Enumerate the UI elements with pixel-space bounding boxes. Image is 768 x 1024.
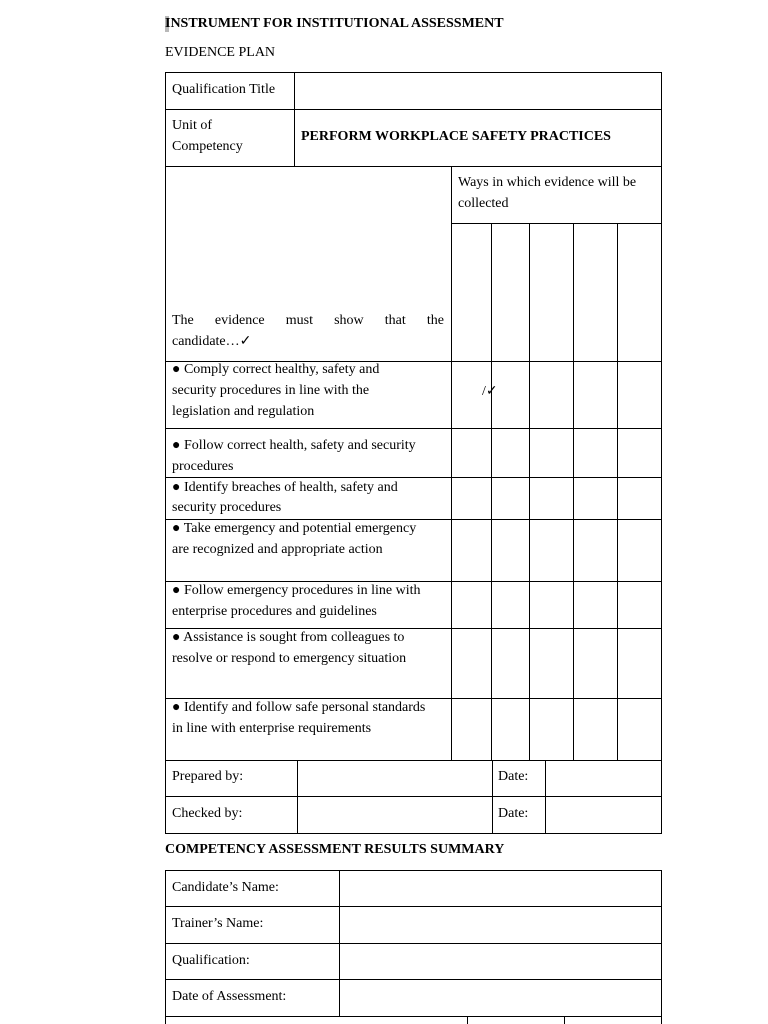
criterion-6-line1: ● Assistance is sought from colleagues to [172,630,405,645]
evidence-intro-line2: candidate…✓ [172,334,252,349]
criterion-1-line3: legislation and regulation [172,404,315,419]
candidate-name-label: Candidate’s Name: [172,880,279,895]
intro-word: show [334,313,364,328]
criterion-1-line2: security procedures in line with the [172,383,370,398]
criterion-5-line1: ● Follow emergency procedures in line with [172,583,421,598]
criterion-4-line1: ● Take emergency and potential emergency [172,521,417,536]
date-of-assessment-label: Date of Assessment: [172,989,287,1004]
intro-word: evidence [214,313,265,328]
ways-header-line1: Ways in which evidence will be [458,175,637,190]
intro-word: the [426,313,444,328]
criterion-4-line2: are recognized and appropriate action [172,542,383,557]
criterion-7-line1: ● Identify and follow safe personal standards [172,700,426,715]
intro-word: that [384,313,406,328]
trainer-name-label: Trainer’s Name: [172,916,264,931]
intro-word: must [285,313,313,328]
criterion-5-line2: enterprise procedures and guidelines [172,604,377,619]
qualification-title-label: Qualification Title [172,82,276,97]
unit-of-competency-value: PERFORM WORKPLACE SAFETY PRACTICES [301,129,611,144]
intro-word: The [172,313,194,328]
criterion-3-line2: security procedures [172,500,282,515]
criterion-1-check-mark: /✓ [482,384,498,399]
criterion-1-line1: ● Comply correct healthy, safety and [172,362,380,377]
evidence-intro-line1 [172,311,444,331]
criterion-3-line1: ● Identify breaches of health, safety and [172,480,398,495]
prepared-by-label: Prepared by: [172,769,244,784]
checked-date-label: Date: [498,806,529,821]
document-subheading: EVIDENCE PLAN [165,45,276,60]
criterion-2-line2: procedures [172,459,234,474]
prepared-date-label: Date: [498,769,529,784]
unit-of-competency-label-line2: Competency [172,139,243,154]
unit-of-competency-label-line1: Unit of [172,118,213,133]
document-heading: INSTRUMENT FOR INSTITUTIONAL ASSESSMENT [165,16,504,31]
checked-by-label: Checked by: [172,806,243,821]
ways-header-line2: collected [458,196,509,211]
criterion-6-line2: resolve or respond to emergency situation [172,651,407,666]
criterion-2-line1: ● Follow correct health, safety and security [172,438,416,453]
qualification-label: Qualification: [172,953,250,968]
summary-title: COMPETENCY ASSESSMENT RESULTS SUMMARY [165,842,505,857]
criterion-7-line2: in line with enterprise requirements [172,721,372,736]
